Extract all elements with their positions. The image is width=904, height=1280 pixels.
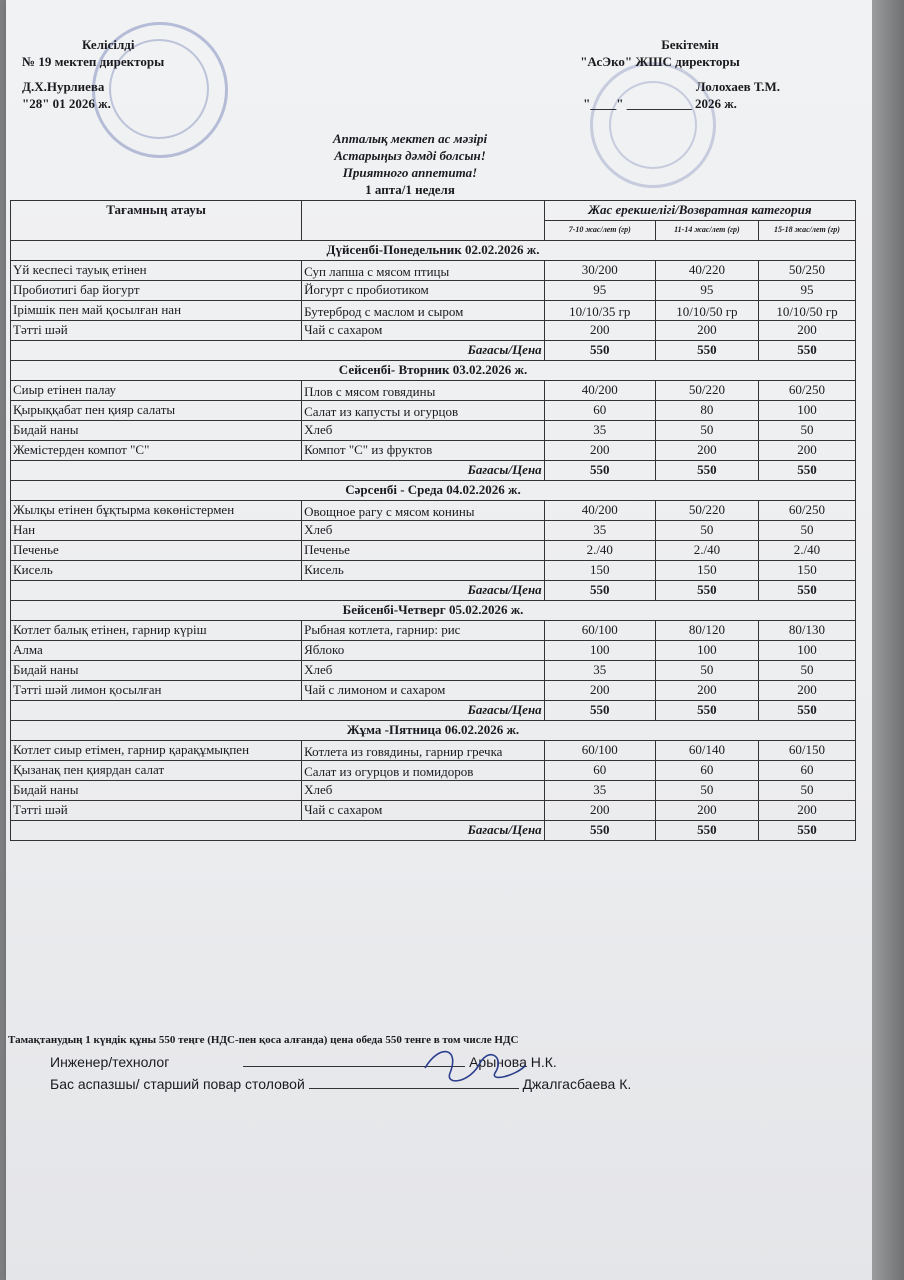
table-row [11,621,856,641]
portion-age-11-14: 200 [655,801,758,821]
title-line-3: Приятного аппетита! [342,165,478,180]
price-label: Бағасы/Цена [11,581,545,601]
day-title: Сәрсенбі - Среда 04.02.2026 ж. [11,481,856,501]
table-row [11,741,856,761]
portion-age-11-14: 50 [655,781,758,801]
dish-name-ru: Компот "С" из фруктов [302,441,545,461]
dish-name-ru: Хлеб [302,521,545,541]
dish-name-ru: Овощное рагу с мясом конины [302,501,545,521]
portion-age-7-10: 35 [544,781,655,801]
portion-age-11-14: 150 [655,561,758,581]
table-row [11,761,856,781]
portion-age-11-14: 80/120 [655,621,758,641]
portion-age-11-14: 50 [655,521,758,541]
day-title: Бейсенбі-Четверг 05.02.2026 ж. [11,601,856,621]
dish-name-ru: Чай с лимоном и сахаром [302,681,545,701]
dish-name-ru: Йогурт с пробиотиком [302,281,545,301]
approval-right-title: Бекітемін [661,37,719,52]
price-row [11,341,856,361]
dish-name-kz: Жемістерден компот "С" [11,441,302,461]
table-row [11,781,856,801]
portion-age-7-10: 200 [544,681,655,701]
price-age-15-18: 550 [758,701,855,721]
day-header-row [11,601,856,621]
page-edge [872,0,904,1280]
approval-left [22,36,262,112]
dish-name-ru: Котлета из говядины, гарнир гречка [302,741,545,761]
price-age-7-10: 550 [544,701,655,721]
portion-age-15-18: 200 [758,681,855,701]
title-line-1: Апталық мектеп ас мәзірі [332,131,488,146]
handwritten-signature [420,1038,530,1088]
portion-age-11-14: 80 [655,401,758,421]
dish-name-kz: Пробиотигі бар йогурт [11,281,302,301]
portion-age-11-14: 2./40 [655,541,758,561]
menu-table [10,200,856,841]
dish-name-ru: Чай с сахаром [302,801,545,821]
portion-age-15-18: 100 [758,401,855,421]
dish-name-kz: Котлет балық етінен, гарнир күріш [11,621,302,641]
price-label: Бағасы/Цена [11,821,545,841]
header-age-3: 15-18 жас/лет (гр) [758,221,855,241]
dish-name-ru: Рыбная котлета, гарнир: рис [302,621,545,641]
portion-age-15-18: 50 [758,661,855,681]
portion-age-7-10: 60/100 [544,741,655,761]
portion-age-15-18: 95 [758,281,855,301]
portion-age-15-18: 50 [758,421,855,441]
dish-name-kz: Қырыққабат пен қияр салаты [11,401,302,421]
price-age-7-10: 550 [544,461,655,481]
table-header-row [11,201,856,221]
approval-left-title: Келісілді [82,37,135,52]
dish-name-kz: Бидай наны [11,661,302,681]
price-label: Бағасы/Цена [11,701,545,721]
dish-name-kz: Үй кеспесі тауық етінен [11,261,302,281]
day-header-row [11,241,856,261]
dish-name-kz: Тәтті шәй [11,321,302,341]
dish-name-kz: Жылқы етінен бұқтырма көкөністермен [11,501,302,521]
table-row [11,281,856,301]
table-row [11,801,856,821]
price-age-11-14: 550 [655,701,758,721]
table-row [11,561,856,581]
price-age-11-14: 550 [655,581,758,601]
header-dish-name: Тағамның атауы [11,201,302,241]
price-age-7-10: 550 [544,341,655,361]
dish-name-kz: Тәтті шәй [11,801,302,821]
portion-age-11-14: 50/220 [655,381,758,401]
portion-age-7-10: 150 [544,561,655,581]
portion-age-15-18: 50 [758,781,855,801]
header-age-2: 11-14 жас/лет (гр) [655,221,758,241]
header-blank [302,201,545,241]
portion-age-15-18: 50/250 [758,261,855,281]
table-row [11,261,856,281]
table-row [11,681,856,701]
price-row [11,461,856,481]
approval-right [540,36,780,112]
portion-age-15-18: 2./40 [758,541,855,561]
price-age-15-18: 550 [758,821,855,841]
dish-name-ru: Плов с мясом говядины [302,381,545,401]
price-row [11,581,856,601]
portion-age-7-10: 200 [544,321,655,341]
portion-age-11-14: 10/10/50 гр [655,301,758,321]
portion-age-15-18: 60/150 [758,741,855,761]
table-row [11,541,856,561]
portion-age-7-10: 35 [544,421,655,441]
day-title: Сейсенбі- Вторник 03.02.2026 ж. [11,361,856,381]
dish-name-kz: Алма [11,641,302,661]
portion-age-11-14: 40/220 [655,261,758,281]
approval-left-position: № 19 мектеп директоры [22,54,165,69]
portion-age-11-14: 50 [655,421,758,441]
portion-age-11-14: 200 [655,441,758,461]
portion-age-15-18: 80/130 [758,621,855,641]
table-row [11,421,856,441]
portion-age-15-18: 60 [758,761,855,781]
approval-left-name: Д.Х.Нурлиева [22,79,105,94]
portion-age-11-14: 100 [655,641,758,661]
day-title: Жұма -Пятница 06.02.2026 ж. [11,721,856,741]
portion-age-7-10: 60 [544,761,655,781]
title-line-4: 1 апта/1 неделя [365,182,455,197]
dish-name-kz: Печенье [11,541,302,561]
header-category: Жас ерекшелігі/Возвратная категория [544,201,855,221]
portion-age-11-14: 60/140 [655,741,758,761]
portion-age-11-14: 200 [655,681,758,701]
price-row [11,821,856,841]
price-age-7-10: 550 [544,821,655,841]
dish-name-ru: Хлеб [302,661,545,681]
dish-name-kz: Котлет сиыр етімен, гарнир қарақұмықпен [11,741,302,761]
price-label: Бағасы/Цена [11,341,545,361]
dish-name-kz: Қызанақ пен қиярдан салат [11,761,302,781]
dish-name-ru: Чай с сахаром [302,321,545,341]
dish-name-kz: Тәтті шәй лимон қосылған [11,681,302,701]
portion-age-7-10: 60 [544,401,655,421]
portion-age-15-18: 200 [758,321,855,341]
dish-name-ru: Бутерброд с маслом и сыром [302,301,545,321]
engineer-role: Инженер/технолог [50,1054,170,1070]
portion-age-7-10: 95 [544,281,655,301]
table-row [11,301,856,321]
cook-signature-line [50,1076,631,1092]
cook-name: Джалгасбаева К. [522,1076,632,1092]
portion-age-7-10: 40/200 [544,501,655,521]
title-line-2: Астарыңыз дәмді болсын! [334,148,486,163]
header-age-1: 7-10 жас/лет (гр) [544,221,655,241]
table-row [11,401,856,421]
portion-age-15-18: 200 [758,441,855,461]
day-header-row [11,721,856,741]
dish-name-ru: Печенье [302,541,545,561]
portion-age-7-10: 200 [544,801,655,821]
portion-age-11-14: 200 [655,321,758,341]
approval-left-date: "28" 01 2026 ж. [22,96,111,111]
dish-name-kz: Бидай наны [11,781,302,801]
portion-age-15-18: 100 [758,641,855,661]
portion-age-15-18: 60/250 [758,501,855,521]
price-age-15-18: 550 [758,461,855,481]
price-age-11-14: 550 [655,341,758,361]
dish-name-kz: Кисель [11,561,302,581]
price-label: Бағасы/Цена [11,461,545,481]
dish-name-ru: Кисель [302,561,545,581]
dish-name-ru: Хлеб [302,421,545,441]
dish-name-ru: Салат из огурцов и помидоров [302,761,545,781]
dish-name-kz: Ірімшік пен май қосылған нан [11,301,302,321]
dish-name-ru: Салат из капусты и огурцов [302,401,545,421]
cook-role: Бас аспазшы/ старший повар столовой [50,1076,305,1092]
menu-title [240,130,580,198]
portion-age-15-18: 10/10/50 гр [758,301,855,321]
approval-right-position: "АсЭко" ЖШС директоры [580,54,740,69]
day-header-row [11,361,856,381]
table-row [11,661,856,681]
price-age-11-14: 550 [655,461,758,481]
portion-age-7-10: 30/200 [544,261,655,281]
portion-age-7-10: 100 [544,641,655,661]
table-row [11,521,856,541]
table-row [11,441,856,461]
table-row [11,641,856,661]
portion-age-7-10: 200 [544,441,655,461]
portion-age-11-14: 50 [655,661,758,681]
portion-age-7-10: 40/200 [544,381,655,401]
portion-age-15-18: 150 [758,561,855,581]
portion-age-15-18: 60/250 [758,381,855,401]
price-age-11-14: 550 [655,821,758,841]
portion-age-15-18: 50 [758,521,855,541]
portion-age-11-14: 60 [655,761,758,781]
dish-name-ru: Суп лапша с мясом птицы [302,261,545,281]
portion-age-11-14: 50/220 [655,501,758,521]
price-age-7-10: 550 [544,581,655,601]
portion-age-7-10: 2./40 [544,541,655,561]
table-row [11,501,856,521]
price-age-15-18: 550 [758,341,855,361]
table-row [11,321,856,341]
dish-name-ru: Яблоко [302,641,545,661]
approval-right-date: "____" __________ 2026 ж. [583,96,737,111]
price-row [11,701,856,721]
portion-age-7-10: 35 [544,661,655,681]
price-age-15-18: 550 [758,581,855,601]
dish-name-kz: Сиыр етінен палау [11,381,302,401]
dish-name-ru: Хлеб [302,781,545,801]
table-row [11,381,856,401]
portion-age-7-10: 35 [544,521,655,541]
day-title: Дүйсенбі-Понедельник 02.02.2026 ж. [11,241,856,261]
portion-age-11-14: 95 [655,281,758,301]
portion-age-7-10: 60/100 [544,621,655,641]
dish-name-kz: Бидай наны [11,421,302,441]
daily-cost-note: Тамақтанудың 1 күндік құны 550 теңге (НДС-пен қоса алғанда) цена обеда 550 тенге в том числе НДС [8,1034,519,1046]
dish-name-kz: Нан [11,521,302,541]
day-header-row [11,481,856,501]
portion-age-7-10: 10/10/35 гр [544,301,655,321]
engineer-name: Арынова Н.К. [469,1054,557,1070]
portion-age-15-18: 200 [758,801,855,821]
approval-right-name: Лолохаев Т.М. [695,79,780,94]
